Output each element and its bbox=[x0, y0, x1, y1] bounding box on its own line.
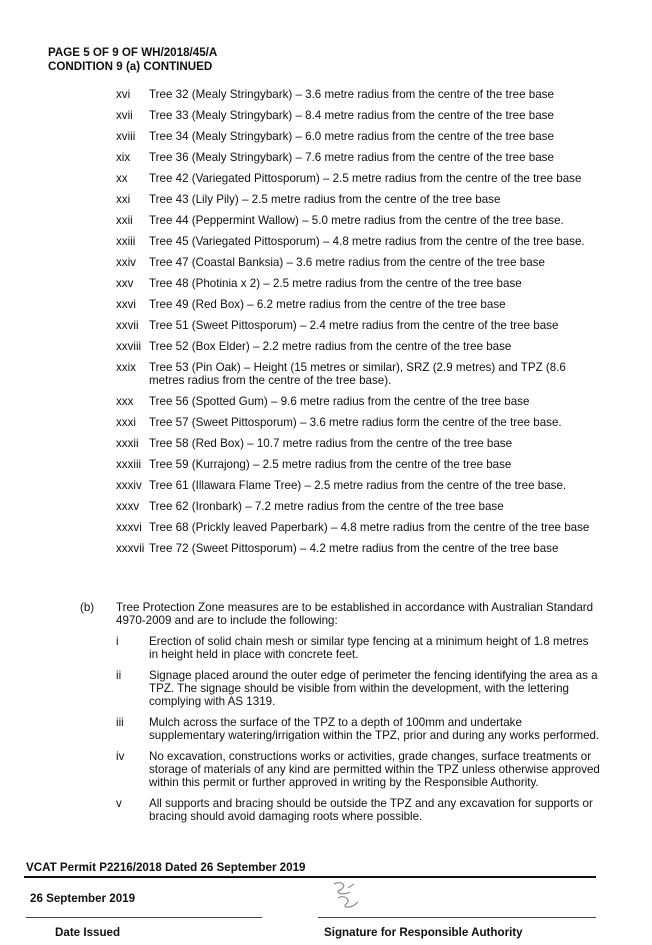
item-text: Tree 57 (Sweet Pittosporum) – 3.6 metre radius form the centre of the tree base. bbox=[149, 416, 562, 429]
date-issued-label: Date Issued bbox=[55, 926, 121, 939]
item-number: xvii bbox=[116, 109, 133, 122]
list-item bbox=[116, 797, 600, 823]
item-text: Erection of solid chain mesh or similar type fencing at a minimum height of 1.8 metres in height held in place with concrete feet. bbox=[149, 635, 589, 661]
list-item bbox=[116, 298, 600, 311]
list-item bbox=[116, 109, 600, 122]
section-number: (b) bbox=[80, 601, 95, 614]
list-item bbox=[116, 395, 600, 408]
item-number: xxiii bbox=[116, 235, 136, 248]
list-item bbox=[116, 256, 600, 269]
list-item bbox=[116, 542, 600, 555]
item-text: No excavation, constructions works or activities, grade changes, surface treatments or storage of materials of any kind are permitted within the TPZ unless otherwise approved within this permit or further approved in writing by the Responsible Authority. bbox=[149, 750, 600, 789]
section-b bbox=[80, 601, 600, 627]
item-number: iv bbox=[116, 750, 125, 763]
list-item bbox=[116, 361, 600, 387]
list-item bbox=[116, 214, 600, 227]
item-number: xxxvii bbox=[116, 542, 145, 555]
issue-date: 26 September 2019 bbox=[30, 892, 136, 905]
list-item bbox=[116, 416, 600, 429]
list-item bbox=[116, 277, 600, 290]
page-header bbox=[48, 46, 217, 74]
item-number: iii bbox=[116, 716, 124, 729]
item-text: Tree 43 (Lily Pily) – 2.5 metre radius from the centre of the tree base bbox=[149, 193, 501, 206]
item-text: Tree 59 (Kurrajong) – 2.5 metre radius from the centre of the tree base bbox=[149, 458, 512, 471]
item-number: xxviii bbox=[116, 340, 142, 353]
list-item bbox=[116, 130, 600, 143]
list-item bbox=[116, 151, 600, 164]
item-text: Tree 61 (Illawara Flame Tree) – 2.5 metre radius from the centre of the tree base. bbox=[149, 479, 567, 492]
list-item bbox=[116, 172, 600, 185]
item-text: Tree 58 (Red Box) – 10.7 metre radius from the centre of the tree base bbox=[149, 437, 513, 450]
item-number: xxxii bbox=[116, 437, 139, 450]
item-text: Tree 34 (Mealy Stringybark) – 6.0 metre radius from the centre of the tree base bbox=[149, 130, 554, 143]
item-text: Tree 56 (Spotted Gum) – 9.6 metre radius from the centre of the tree base bbox=[149, 395, 530, 408]
list-item bbox=[116, 235, 600, 248]
permit-reference: VCAT Permit P2216/2018 Dated 26 September 2019 bbox=[26, 861, 306, 874]
item-number: i bbox=[116, 635, 119, 648]
item-text: Signage placed around the outer edge of perimeter the fencing identifying the area as a TPZ. The signage should be visible from within the development, with the lettering complying with AS 1319. bbox=[149, 669, 598, 708]
item-text: Tree 47 (Coastal Banksia) – 3.6 metre radius from the centre of the tree base bbox=[149, 256, 545, 269]
item-number: xx bbox=[116, 172, 128, 185]
item-text: Tree 33 (Mealy Stringybark) – 8.4 metre radius from the centre of the tree base bbox=[149, 109, 554, 122]
item-text: Tree 51 (Sweet Pittosporum) – 2.4 metre radius from the centre of the tree base bbox=[149, 319, 559, 332]
item-text: Tree 44 (Peppermint Wallow) – 5.0 metre radius from the centre of the tree base. bbox=[149, 214, 564, 227]
item-text: Tree 49 (Red Box) – 6.2 metre radius from the centre of the tree base bbox=[149, 298, 506, 311]
item-number: xvi bbox=[116, 88, 131, 101]
list-item bbox=[116, 458, 600, 471]
item-text: Tree 62 (Ironbark) – 7.2 metre radius from the centre of the tree base bbox=[149, 500, 504, 513]
list-item bbox=[116, 635, 600, 661]
item-number: xxii bbox=[116, 214, 133, 227]
list-item bbox=[116, 500, 600, 513]
condition-heading: CONDITION 9 (a) CONTINUED bbox=[48, 60, 213, 73]
item-text: Tree 53 (Pin Oak) – Height (15 metres or similar), SRZ (2.9 metres) and TPZ (8.6 metres radius from the centre of the tree base). bbox=[149, 361, 566, 387]
item-number: xxix bbox=[116, 361, 136, 374]
item-text: All supports and bracing should be outside the TPZ and any excavation for supports or bracing should avoid damaging roots where possible. bbox=[149, 797, 593, 823]
item-text: Tree 32 (Mealy Stringybark) – 3.6 metre radius from the centre of the tree base bbox=[149, 88, 554, 101]
list-item bbox=[116, 437, 600, 450]
item-number: xix bbox=[116, 151, 131, 164]
signature-label: Signature for Responsible Authority bbox=[324, 926, 523, 939]
item-text: Tree 68 (Prickly leaved Paperbark) – 4.8 metre radius from the centre of the tree base bbox=[149, 521, 590, 534]
signature-mark bbox=[328, 878, 368, 914]
item-number: xxvii bbox=[116, 319, 139, 332]
item-number: xxxvi bbox=[116, 521, 142, 534]
item-number: xxxi bbox=[116, 416, 136, 429]
item-number: xxx bbox=[116, 395, 134, 408]
list-item bbox=[116, 193, 600, 206]
date-signature-line bbox=[26, 917, 262, 918]
item-number: v bbox=[116, 797, 122, 810]
list-item bbox=[116, 88, 600, 101]
item-text: Tree 42 (Variegated Pittosporum) – 2.5 metre radius from the centre of the tree base bbox=[149, 172, 582, 185]
list-item bbox=[116, 669, 600, 708]
item-number: xviii bbox=[116, 130, 136, 143]
section-text: Tree Protection Zone measures are to be established in accordance with Australian Standard 4970-2009 and are to include the following: bbox=[116, 601, 594, 627]
item-number: xxv bbox=[116, 277, 134, 290]
item-number: xxvi bbox=[116, 298, 136, 311]
list-item bbox=[116, 750, 600, 789]
item-number: xxxiii bbox=[116, 458, 142, 471]
authority-signature-line bbox=[318, 917, 596, 918]
list-item bbox=[116, 340, 600, 353]
item-number: ii bbox=[116, 669, 122, 682]
item-number: xxxiv bbox=[116, 479, 142, 492]
item-number: xxi bbox=[116, 193, 131, 206]
item-text: Mulch across the surface of the TPZ to a depth of 100mm and undertake supplementary watering/irrigation within the TPZ, prior and during any works performed. bbox=[149, 716, 600, 742]
item-text: Tree 72 (Sweet Pittosporum) – 4.2 metre radius from the centre of the tree base bbox=[149, 542, 559, 555]
item-text: Tree 52 (Box Elder) – 2.2 metre radius from the centre of the tree base bbox=[149, 340, 512, 353]
list-item bbox=[116, 521, 600, 534]
list-item bbox=[116, 716, 600, 742]
tree-list bbox=[116, 88, 600, 555]
item-text: Tree 36 (Mealy Stringybark) – 7.6 metre radius from the centre of the tree base bbox=[149, 151, 554, 164]
list-item bbox=[116, 479, 600, 492]
footer-divider bbox=[24, 876, 596, 878]
item-number: xxxv bbox=[116, 500, 140, 513]
item-number: xxiv bbox=[116, 256, 136, 269]
page-reference: PAGE 5 OF 9 OF WH/2018/45/A bbox=[48, 46, 218, 59]
tpz-measures-list bbox=[116, 635, 600, 823]
item-text: Tree 45 (Variegated Pittosporum) – 4.8 metre radius from the centre of the tree base. bbox=[149, 235, 585, 248]
item-text: Tree 48 (Photinia x 2) – 2.5 metre radius from the centre of the tree base bbox=[149, 277, 522, 290]
list-item bbox=[116, 319, 600, 332]
